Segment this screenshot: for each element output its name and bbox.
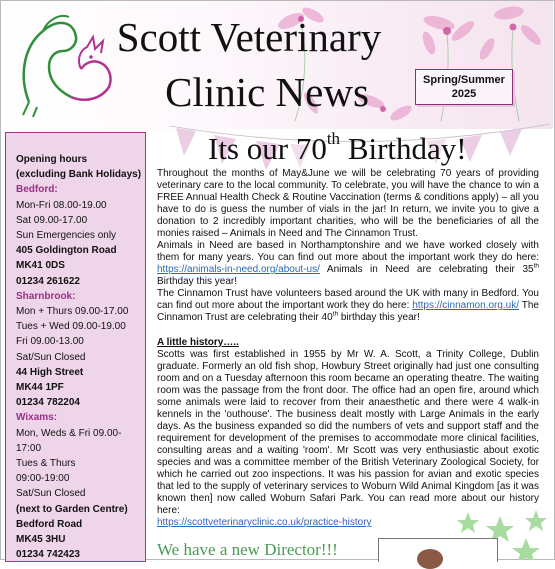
sidebar-row: 09:00-19:00 (16, 473, 70, 485)
paragraph-text: The Cinnamon Trust are celebrating their 40 (157, 300, 539, 323)
paragraph-text: Animals in Need are based in Northamptonshire and we have worked closely with them for many years. You can find out more about the important work they do here: (157, 240, 539, 263)
sidebar-row: Mon + Thurs 09.00-17.00 (16, 306, 129, 318)
sidebar-phone: 01234 742423 (16, 549, 80, 561)
newsletter-header (1, 1, 553, 129)
sidebar-address: (next to Garden Centre) (16, 503, 128, 515)
intro-paragraph: Throughout the months of May&June we will be celebrating 70 years of providing veterinary care to the local community. To celebrate, you will have the chance to win a FREE Annual Health Check & Routine Vaccination (terms & conditions apply) – all you have to do is guess the number of vials in the jar! In return, we invite you to give a donation to 2 incredibly important charities, who will be the beneficiaries of all the monies raised – Animals in Need and The Cinnamon Trust. (157, 168, 539, 239)
paragraph-text: Birthday this year! (157, 276, 238, 287)
sidebar-row: Sun Emergencies only (16, 230, 117, 242)
practice-history-link[interactable]: https://scottveterinaryclinic.co.uk/practice-history (157, 517, 372, 528)
sidebar-row: Tues + Wed 09.00-19.00 (16, 321, 126, 333)
paragraph-text: Animals in Need are celebrating their 35 (319, 264, 534, 275)
history-paragraph (157, 349, 539, 529)
sidebar-row: Sat/Sun Closed (16, 351, 86, 363)
sidebar-row: Tues & Thurs (16, 458, 76, 470)
headline-text-end: Birthday! (340, 131, 467, 166)
newsletter-title-line2: Clinic News (165, 69, 369, 115)
opening-hours-sidebar (5, 132, 146, 562)
sidebar-postcode: MK41 0DS (16, 260, 65, 272)
sidebar-row: Opening hours (16, 154, 88, 165)
cinnamon-trust-paragraph (157, 288, 539, 324)
birthday-headline (208, 131, 467, 167)
sidebar-phone: 01234 261622 (16, 275, 80, 287)
animals-in-need-paragraph (157, 240, 539, 288)
sidebar-address: 405 Goldington Road (16, 245, 117, 257)
history-heading: A little history….. (157, 337, 239, 348)
paragraph-text: birthday this year! (338, 312, 420, 323)
paragraph-text: Scotts was first established in 1955 by Mr W. A. Scott, a Trinity College, Dublin graduate. Formerly an old fish shop, Howbury Street originally had just one consulting room and on a Tuesday afternoon this room became an operating theatre. The waiting room was the passage from the front door. The office had an open fire, around which some animals were laid to recover from their anaesthetic and there were 4 walk-in kennels in the 'outhouse'. The business dealt mostly with Large Animals in the early days. As the business expanded so did the numbers of vets and support staff and the requirement for development of the premises to accommodate more clinical facilities, consulting areas and a waiting 'room'. Mr Scott was very enthusiastic about exotic species and was a committee member of the British Veterinary Zoological Society, for which he carried out zoo inspections. It was his passion for avian and exotic species that led to the supply of veterinary services to Woburn Wild Animal Kingdom [as it was known then] now called Woburn Safari Park. You can read more about our history here: (157, 349, 539, 516)
edition-season: Spring/Summer (423, 74, 505, 86)
sidebar-row: Mon-Fri 08.00-19.00 (16, 199, 107, 211)
sidebar-heading-sharnbrook: Sharnbrook: (16, 290, 76, 302)
sidebar-postcode: MK45 3HU (16, 534, 66, 546)
headline-superscript: th (326, 129, 341, 148)
paragraph-text: The Cinnamon Trust have volunteers based around the UK with many in Bedford. You can find out more about the important work they do here: (157, 288, 539, 311)
main-article (157, 168, 539, 529)
spacer (157, 324, 539, 334)
sidebar-row: Fri 09.00-13.00 (16, 336, 84, 348)
sidebar-row: (excluding Bank Holidays) (16, 169, 142, 181)
cinnamon-trust-link[interactable]: https://cinnamon.org.uk/ (412, 300, 520, 311)
sidebar-heading-wixams: Wixams: (16, 412, 58, 424)
animals-in-need-link[interactable]: https://animals-in-need.org/about-us/ (157, 264, 320, 275)
sidebar-row: Sat 09.00-17.00 (16, 214, 88, 226)
director-photo (378, 538, 498, 562)
edition-badge (415, 69, 513, 105)
sidebar-address: Bedford Road (16, 518, 83, 530)
sidebar-row: Mon, Weds & Fri 09.00- (16, 427, 122, 439)
new-director-heading: We have a new Director!!! (157, 540, 338, 559)
headline-text: Its our 70 (208, 131, 327, 166)
superscript: th (533, 262, 539, 270)
sidebar-address: 44 High Street (16, 366, 84, 378)
edition-year: 2025 (451, 88, 477, 100)
sidebar-phone: 01234 782204 (16, 397, 80, 409)
director-portrait-icon (417, 549, 443, 569)
newsletter-title-line1: Scott Veterinary (116, 14, 382, 60)
sidebar-row: Sat/Sun Closed (16, 488, 86, 500)
sidebar-postcode: MK44 1PF (16, 382, 64, 394)
sidebar-heading-bedford: Bedford: (16, 184, 58, 196)
sidebar-row: 17:00 (16, 442, 42, 454)
superscript: th (332, 310, 339, 318)
